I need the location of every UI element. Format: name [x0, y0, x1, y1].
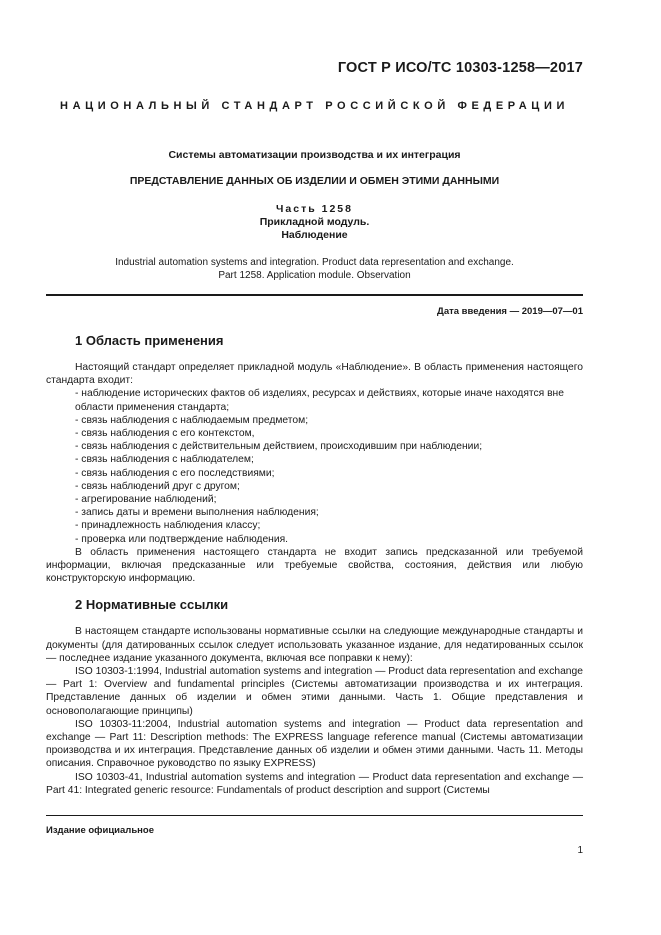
reference-iso-10303-11: ISO 10303-11:2004, Industrial automation systems and integration — Product data representation and exchange — Part 11: Description methods: The EXPRESS language reference manual (Системы автоматизации производства и их интеграция. Представление данных об изделии и обмен этими данными. Часть 11. Методы описания. Справочное руководство по языку EXPRESS) — [46, 718, 583, 770]
section1-exclusion: В область применения настоящего стандарта не входит запись предсказанной или требуемой информации, включая предсказанные или требуемые свойства, состояния, действия или любую конструкторскую информацию. — [46, 546, 583, 585]
national-standard-banner: НАЦИОНАЛЬНЫЙ СТАНДАРТ РОССИЙСКОЙ ФЕДЕРАЦИИ — [60, 100, 569, 112]
reference-iso-10303-41: ISO 10303-41, Industrial automation systems and integration — Product data representation and exchange — Part 41: Integrated generic resource: Fundamentals of product description and support (Системы — [46, 771, 583, 796]
reference-iso-10303-1: ISO 10303-1:1994, Industrial automation systems and integration — Product data representation and exchange — Part 1: Overview and fundamental principles (Системы автоматизации производства и их интеграция. Представление данных об изделии и обмен этими данными. Часть 1. Общие представления и основополагающие принципы) — [46, 666, 583, 717]
list-item: - связь наблюдения с его контекстом, — [46, 427, 583, 440]
section2-heading: 2 Нормативные ссылки — [75, 597, 229, 613]
part-label: Часть 1258 — [276, 203, 353, 215]
section2-intro: В настоящем стандарте использованы нормативные ссылки на следующие международные стандарты и документы (для датированных ссылок следует использовать указанное издание, для недатированных ссылок — последнее издание указанного документа, включая все поправки к нему): — [46, 626, 583, 664]
list-item: - связь наблюдения с наблюдателем; — [46, 453, 583, 466]
scope-list — [46, 387, 583, 545]
section1-intro: Настоящий стандарт определяет прикладной модуль «Наблюдение». В область применения настоящего стандарта входит: — [46, 362, 583, 387]
list-item: - связь наблюдений друг с другом; — [46, 480, 583, 493]
list-item: - агрегирование наблюдений; — [46, 493, 583, 506]
top-divider — [46, 294, 583, 296]
list-item: - связь наблюдения с действительным действием, происходившим при наблюдении; — [46, 440, 583, 453]
official-edition-label: Издание официальное — [46, 825, 154, 836]
part-subject: Наблюдение — [281, 229, 348, 241]
english-title — [46, 256, 583, 282]
list-item: - наблюдение исторических фактов об изделиях, ресурсах и действиях, которые иначе находятся вне области применения стандарта; — [46, 387, 583, 413]
document-number: ГОСТ Р ИСО/ТС 10303-1258—2017 — [337, 60, 583, 76]
document-title: ПРЕДСТАВЛЕНИЕ ДАННЫХ ОБ ИЗДЕЛИИ И ОБМЕН ЭТИМИ ДАННЫМИ — [129, 175, 500, 187]
list-item: - запись даты и времени выполнения наблюдения; — [46, 506, 583, 519]
list-item: - связь наблюдения с наблюдаемым предметом; — [46, 414, 583, 427]
part-name: Прикладной модуль. — [259, 216, 370, 228]
introduction-date: Дата введения — 2019—07—01 — [437, 306, 583, 317]
english-title-line2: Part 1258. Application module. Observation — [218, 270, 411, 281]
series-title: Системы автоматизации производства и их интеграция — [168, 149, 461, 161]
document-body — [46, 333, 583, 797]
footer-divider — [46, 815, 583, 816]
list-item: - принадлежность наблюдения классу; — [46, 519, 583, 532]
list-item: - проверка или подтверждение наблюдения. — [46, 533, 583, 546]
section1-heading: 1 Область применения — [75, 333, 224, 348]
list-item: - связь наблюдения с его последствиями; — [46, 467, 583, 480]
english-title-line1: Industrial automation systems and integration. Product data representation and exchange. — [115, 257, 514, 268]
page-number: 1 — [577, 845, 583, 856]
